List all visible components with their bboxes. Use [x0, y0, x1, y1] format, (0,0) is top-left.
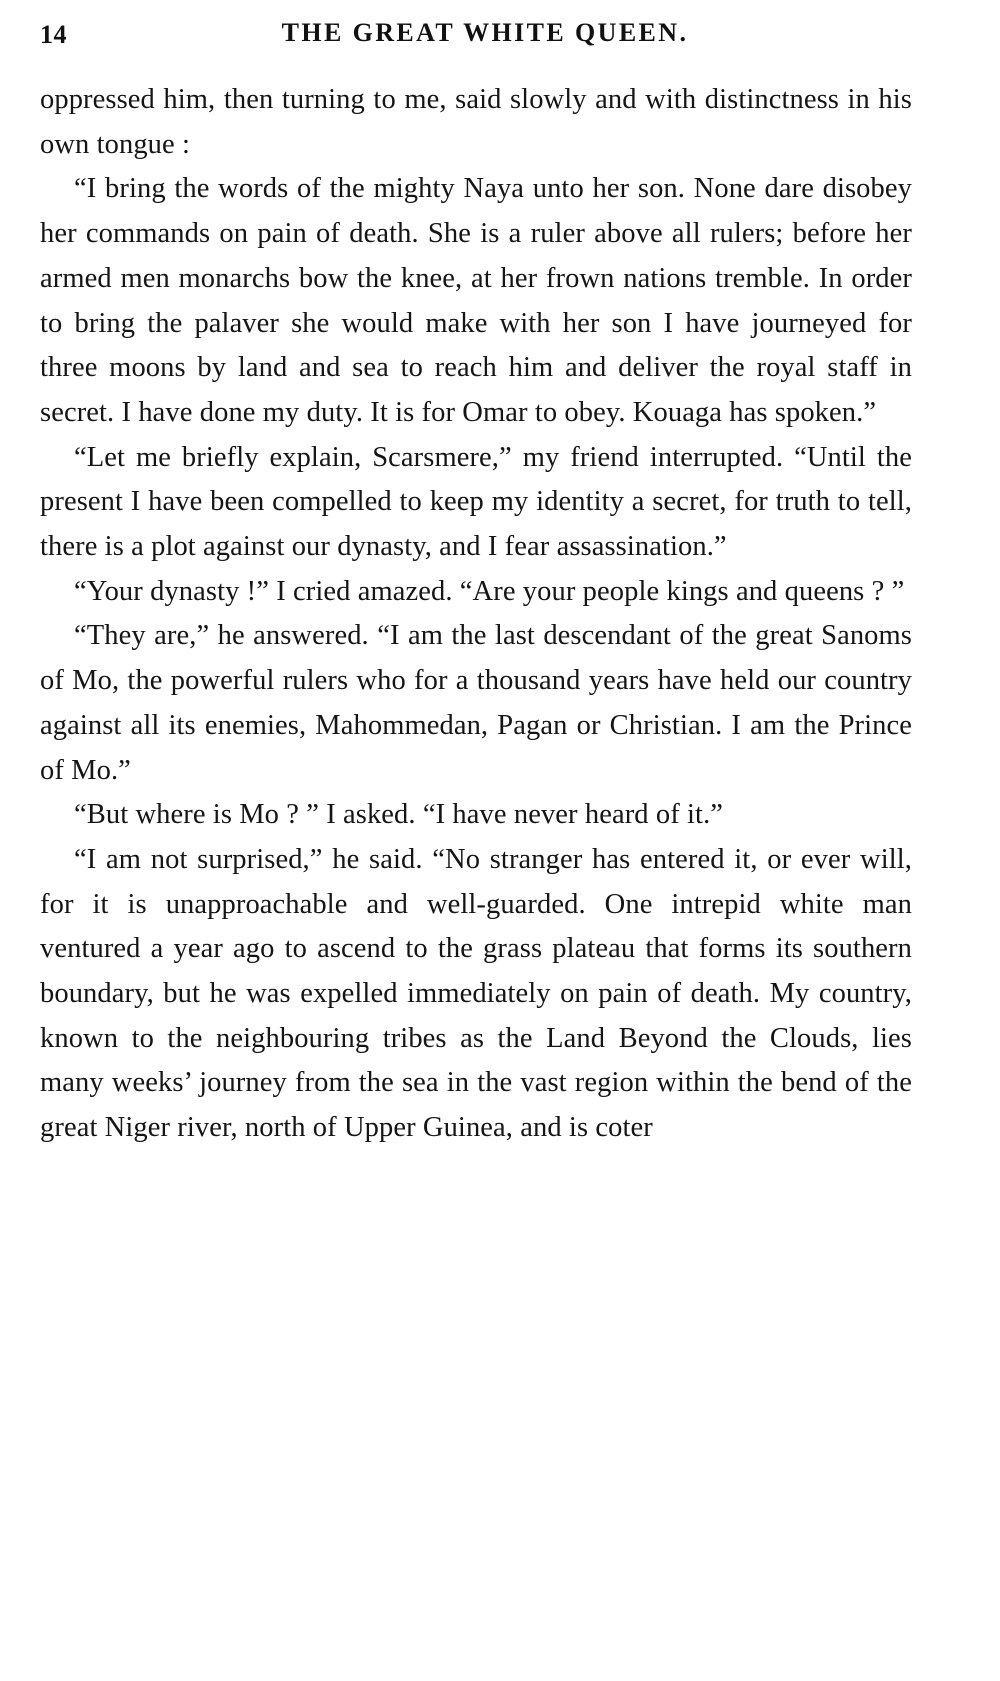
page-header	[40, 14, 920, 60]
paragraph: “But where is Mo ? ” I asked. “I have never heard of it.”	[74, 799, 724, 831]
paragraph: “I am not surprised,” he said. “No stranger has entered it, or ever will, for it is unapproachable and well-guarded. One intrepid white man ventured a year ago to ascend to the grass plateau that forms its southern boundary, but he was expelled immediately on pain of death. My country, known to the neighbouring tribes as the Land Beyond the Clouds, lies many weeks’ journey from the sea in the vast region within the bend of the great Niger river, north of Upper Guinea, and is coter	[40, 843, 912, 1144]
paragraph: “Your dynasty !” I cried amazed. “Are your people kings and queens ? ”	[74, 575, 905, 607]
page-body	[40, 78, 912, 1151]
paragraph: oppressed him, then turning to me, said slowly and with distinctness in his own tongue :	[40, 84, 912, 160]
paragraph: “They are,” he answered. “I am the last descendant of the great Sanoms of Mo, the powerful rulers who for a thousand years have held our country against all its enemies, Mahommedan, Pagan or Christian. I am the Prince of Mo.”	[40, 620, 912, 786]
paragraph: “Let me briefly explain, Scarsmere,” my friend interrupted. “Until the present I have been compelled to keep my identity a secret, for truth to tell, there is a plot against our dynasty, and I fear assassination.”	[40, 441, 912, 563]
page-number: 14	[40, 20, 67, 49]
running-title: THE GREAT WHITE QUEEN.	[281, 18, 689, 47]
paragraph: “I bring the words of the mighty Naya unto her son. None dare disobey her commands on pain of death. She is a ruler above all rulers; before her armed men monarchs bow the knee, at her frown nations tremble. In order to bring the palaver she would make with her son I have journeyed for three moons by land and sea to reach him and deliver the royal staff in secret. I have done my duty. It is for Omar to obey. Kouaga has spoken.”	[40, 173, 912, 428]
